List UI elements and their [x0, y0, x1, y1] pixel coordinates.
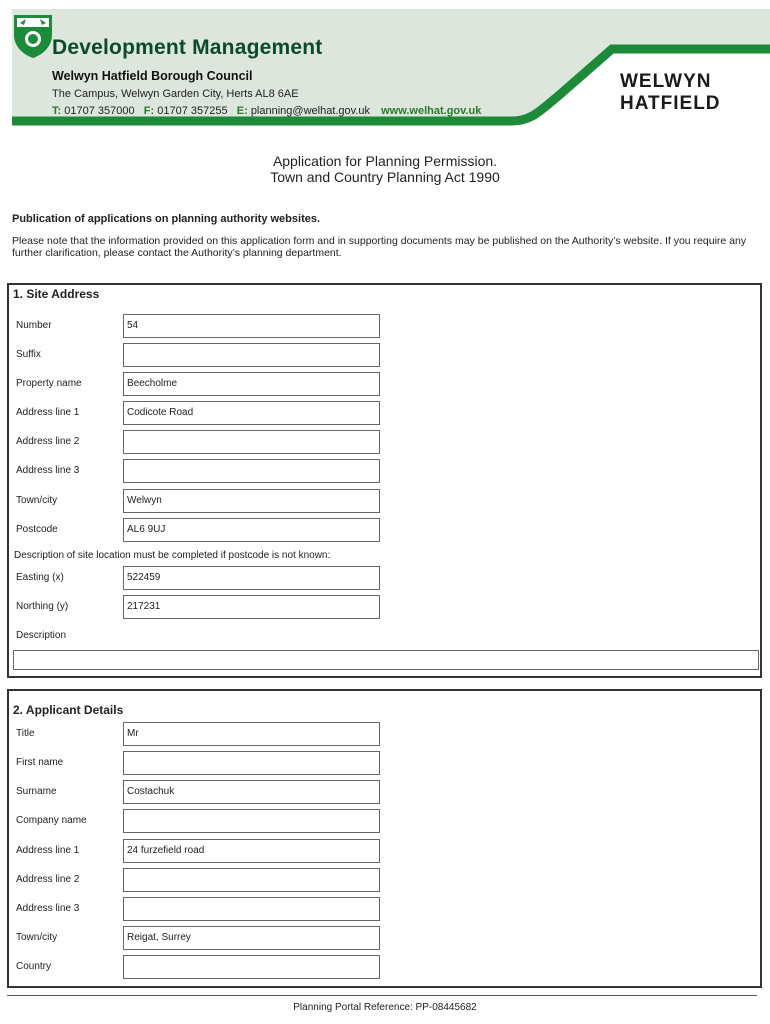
- applicant-heading: 2. Applicant Details: [13, 703, 124, 717]
- publication-notice: Please note that the information provided on this application form and in supporting documents may be published on the Authority’s website. If you require any further clarification, please contact the Authority’s planning department.: [12, 235, 747, 259]
- contact-line: [52, 105, 481, 117]
- website-link[interactable]: www.welhat.gov.uk: [381, 105, 482, 117]
- site-address-section: [7, 283, 762, 678]
- applicant-address-line-1-field[interactable]: 24 furzefield road: [123, 839, 380, 863]
- applicant-address-line-3-field[interactable]: [123, 897, 380, 921]
- email-label: E:: [236, 105, 248, 117]
- site-address-line-1-field[interactable]: Codicote Road: [123, 401, 380, 425]
- applicant-first-name-field[interactable]: [123, 751, 380, 775]
- document-title-line-1: Application for Planning Permission.: [272, 153, 498, 169]
- field-label: Easting (x): [16, 572, 64, 583]
- field-label: Suffix: [16, 349, 41, 360]
- field-label: Surname: [16, 786, 57, 797]
- logo-line-2: HATFIELD: [620, 93, 721, 114]
- site-property-name-field[interactable]: Beecholme: [123, 372, 380, 396]
- location-note: Description of site location must be completed if postcode is not known:: [14, 550, 331, 561]
- field-label: Address line 1: [16, 407, 80, 418]
- applicant-title-field[interactable]: Mr: [123, 722, 380, 746]
- field-label: Address line 2: [16, 874, 80, 885]
- field-label: Town/city: [16, 932, 58, 943]
- field-label: Address line 2: [16, 436, 80, 447]
- site-town-field[interactable]: Welwyn: [123, 489, 380, 513]
- logo-wordmark: [620, 71, 721, 115]
- field-label: Company name: [16, 815, 87, 826]
- applicant-address-line-2-field[interactable]: [123, 868, 380, 892]
- field-label: Address line 1: [16, 845, 80, 856]
- field-label: Town/city: [16, 495, 58, 506]
- fax-label: F:: [143, 105, 155, 117]
- phone-number: 01707 357000: [64, 105, 135, 117]
- email-address[interactable]: planning@welhat.gov.uk: [250, 105, 371, 117]
- header-title: Development Management: [52, 36, 323, 59]
- applicant-company-field[interactable]: [123, 809, 380, 833]
- field-label: Description: [16, 630, 67, 641]
- council-crest-icon: [12, 9, 54, 59]
- applicant-town-field[interactable]: Reigat, Surrey: [123, 926, 380, 950]
- field-label: Address line 3: [16, 903, 80, 914]
- council-name: Welwyn Hatfield Borough Council: [52, 69, 253, 83]
- council-address: The Campus, Welwyn Garden City, Herts AL8 6AE: [52, 88, 299, 100]
- site-address-line-2-field[interactable]: [123, 430, 380, 454]
- header-banner: [12, 9, 770, 130]
- field-label: Address line 3: [16, 465, 80, 476]
- footer-divider: [7, 995, 757, 996]
- portal-reference: Planning Portal Reference: PP-08445682: [293, 1002, 477, 1013]
- site-description-field[interactable]: [13, 650, 759, 670]
- site-address-heading: 1. Site Address: [13, 287, 100, 301]
- applicant-details-section: [7, 689, 762, 988]
- easting-field[interactable]: 522459: [123, 566, 380, 590]
- field-label: Postcode: [16, 524, 58, 535]
- field-label: First name: [16, 757, 64, 768]
- applicant-country-field[interactable]: [123, 955, 380, 979]
- site-address-line-3-field[interactable]: [123, 459, 380, 483]
- field-label: Number: [16, 320, 52, 331]
- phone-label: T:: [52, 105, 62, 117]
- applicant-surname-field[interactable]: Costachuk: [123, 780, 380, 804]
- publication-heading: Publication of applications on planning authority websites.: [12, 213, 321, 225]
- site-suffix-field[interactable]: [123, 343, 380, 367]
- field-label: Country: [16, 961, 52, 972]
- northing-field[interactable]: 217231: [123, 595, 380, 619]
- document-title-line-2: Town and Country Planning Act 1990: [270, 169, 500, 185]
- document-title: [0, 153, 770, 185]
- site-postcode-field[interactable]: AL6 9UJ: [123, 518, 380, 542]
- logo-line-1: WELWYN: [620, 71, 712, 92]
- fax-number: 01707 357255: [157, 105, 228, 117]
- site-number-field[interactable]: 54: [123, 314, 380, 338]
- field-label: Property name: [16, 378, 82, 389]
- field-label: Northing (y): [16, 601, 69, 612]
- field-label: Title: [16, 728, 35, 739]
